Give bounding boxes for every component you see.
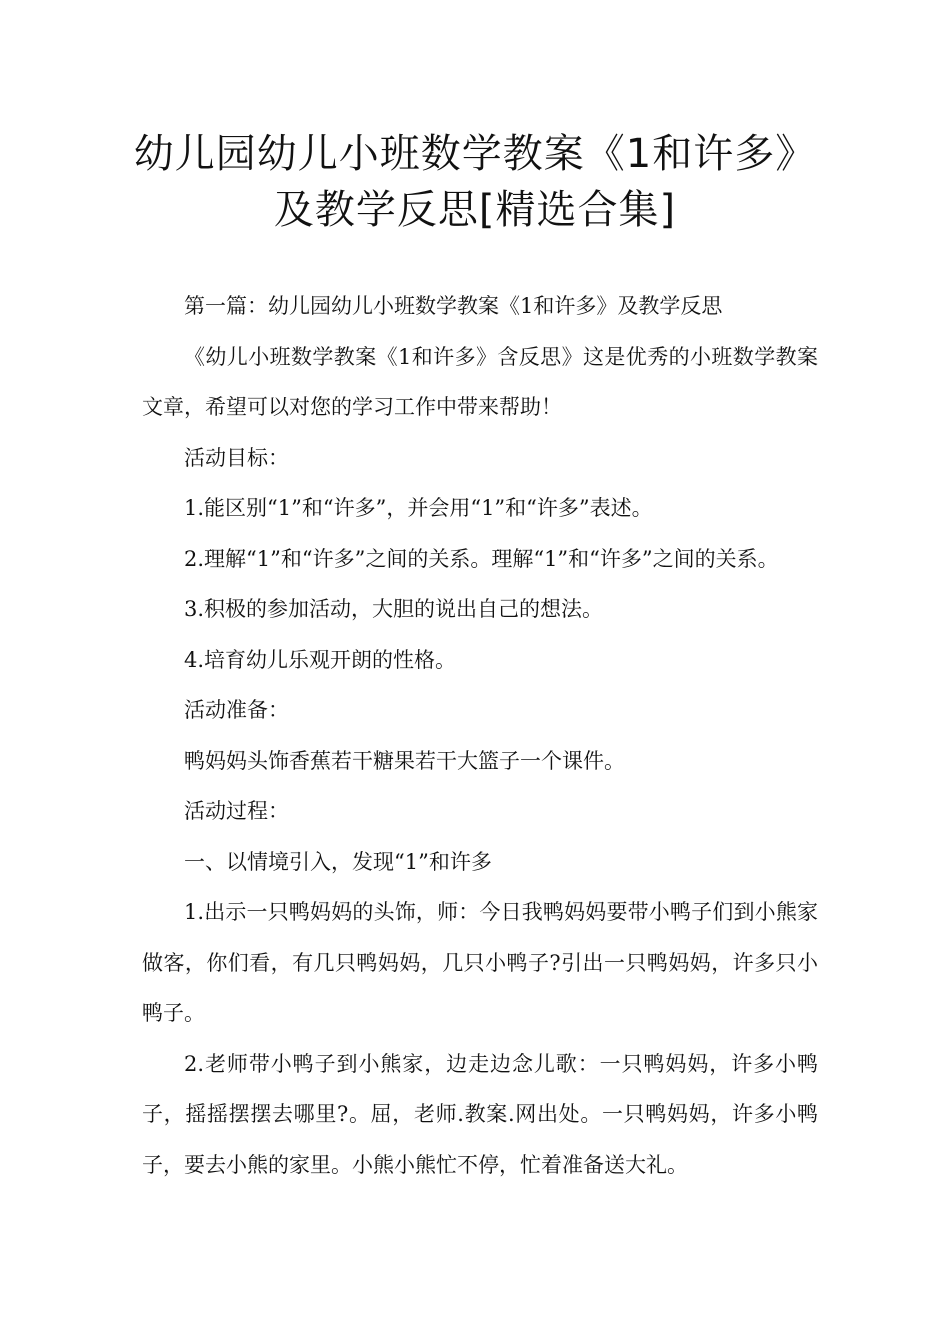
- paragraph-step-1: 1.出示一只鸭妈妈的头饰，师：今日我鸭妈妈要带小鸭子们到小熊家做客，你们看，有几只鸭妈妈，几只小鸭子?引出一只鸭妈妈，许多只小鸭子。: [142, 900, 818, 1025]
- paragraph-step-2: 2.老师带小鸭子到小熊家，边走边念儿歌：一只鸭妈妈，许多小鸭子，摇摇摆摆去哪里?。屈，老师.教案.网出处。一只鸭妈妈，许多小鸭子，要去小熊的家里。小熊小熊忙不停，忙着准备送大礼。: [142, 1051, 818, 1177]
- paragraph-goal-2: 2.理解“1”和“许多”之间的关系。理解“1”和“许多”之间的关系。: [184, 546, 779, 571]
- paragraph-goals-heading: 活动目标：: [184, 445, 289, 470]
- document-title-line-1: 幼儿园幼儿小班数学教案《1和许多》: [133, 131, 817, 177]
- paragraph-chapter-heading: 第一篇：幼儿园幼儿小班数学教案《1和许多》及教学反思: [184, 294, 723, 318]
- paragraph-goal-3: 3.积极的参加活动，大胆的说出自己的想法。: [184, 597, 604, 621]
- document-title-line-2: 及教学反思[精选合集]: [273, 187, 677, 233]
- paragraph-prep-items: 鸭妈妈头饰香蕉若干糖果若干大篮子一个课件。: [184, 748, 625, 773]
- paragraph-goal-4: 4.培育幼儿乐观开朗的性格。: [184, 647, 457, 672]
- paragraph-intro: 《幼儿小班数学教案《1和许多》含反思》这是优秀的小班数学教案文章，希望可以对您的学习工作中带来帮助！: [142, 344, 818, 419]
- paragraph-goal-1: 1.能区别“1”和“许多”，并会用“1”和“许多”表述。: [184, 496, 653, 520]
- paragraph-process-heading: 活动过程：: [184, 799, 289, 823]
- paragraph-section-1-heading: 一、以情境引入，发现“1”和许多: [184, 849, 492, 874]
- document-body: [142, 281, 818, 1190]
- paragraph-prep-heading: 活动准备：: [184, 698, 289, 722]
